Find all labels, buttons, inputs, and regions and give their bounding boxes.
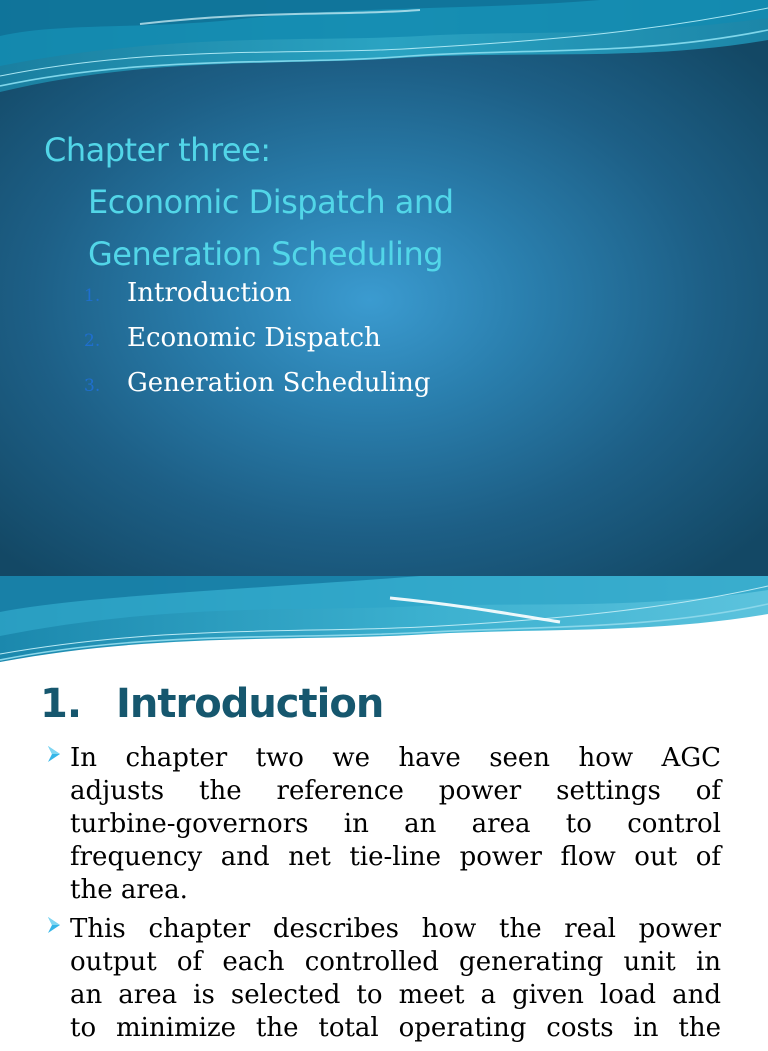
outline-item-economic-dispatch xyxy=(84,317,431,362)
decorative-wave-header xyxy=(0,0,768,110)
outline-number: 3. xyxy=(84,376,101,396)
bullet-text-line: adjusts the reference power settings of xyxy=(70,776,721,806)
bullet-item-agc xyxy=(46,742,721,907)
bullet-item-chapter-description xyxy=(46,913,721,1045)
bullet-text-line: the area. xyxy=(70,875,188,905)
introduction-slide xyxy=(0,576,768,1043)
chapter-title-line3: Generation Scheduling xyxy=(88,235,444,273)
decorative-wave-header xyxy=(0,576,768,671)
outline-label: Introduction xyxy=(127,278,292,308)
section-heading xyxy=(40,676,383,732)
bullet-text-line: frequency and net tie-line power flow out of xyxy=(70,842,721,872)
bullet-text-line: to minimize the total operating costs in the xyxy=(70,1013,721,1043)
outline-number: 1. xyxy=(84,286,101,306)
arrow-bullet-icon xyxy=(46,744,62,764)
arrow-bullet-icon xyxy=(46,915,62,935)
outline-item-generation-scheduling xyxy=(84,362,431,407)
chapter-outline xyxy=(84,272,431,407)
outline-number: 2. xyxy=(84,331,101,351)
outline-label: Generation Scheduling xyxy=(127,368,431,398)
chapter-title xyxy=(44,124,454,280)
outline-item-introduction xyxy=(84,272,431,317)
bullet-text-line: an area is selected to meet a given load and xyxy=(70,980,721,1010)
outline-label: Economic Dispatch xyxy=(127,323,381,353)
chapter-title-line1: Chapter three: xyxy=(44,131,271,169)
chapter-title-line2: Economic Dispatch and xyxy=(88,183,454,221)
section-number: 1. xyxy=(40,681,82,727)
section-title: Introduction xyxy=(116,681,384,727)
bullet-text-line: In chapter two we have seen how AGC xyxy=(70,743,721,773)
bullet-text-line: This chapter describes how the real power xyxy=(70,914,721,944)
bullet-text-line: output of each controlled generating unit in xyxy=(70,947,721,977)
bullet-list xyxy=(46,742,721,1051)
bullet-text-line: turbine-governors in an area to control xyxy=(70,809,721,839)
